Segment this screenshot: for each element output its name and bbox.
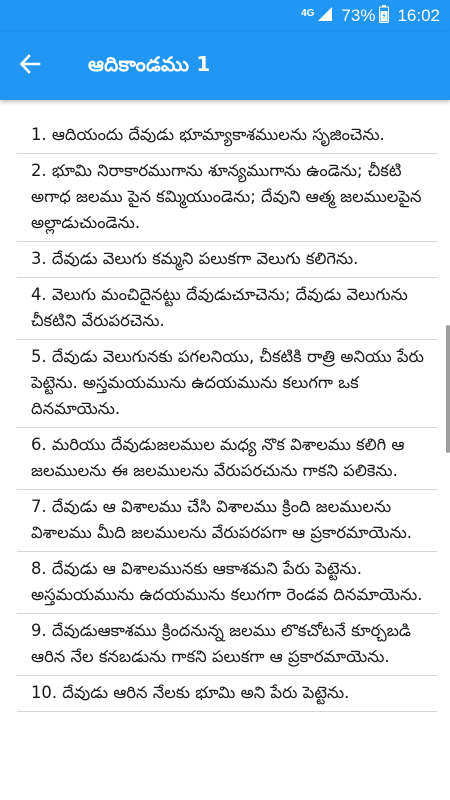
back-arrow-icon [19, 53, 41, 79]
network-type: 4G [301, 7, 315, 19]
verse-item[interactable]: 1. ఆదియందు దేవుడు భూమ్యాకాశములను సృజించెను. [17, 118, 437, 154]
signal-icon [317, 6, 333, 27]
verse-item[interactable]: 7. దేవుడు ఆ విశాలము చేసి విశాలము క్రింది జలములను విశాలము మీది జలములను వేరుపరపగా ఆ ప్రకారమాయెను. [17, 490, 437, 552]
battery-icon [379, 5, 389, 28]
battery-percent: 73% [341, 6, 376, 25]
page-title: ఆదికాండము 1 [88, 51, 211, 76]
verse-item[interactable]: 6. మరియు దేవుడుజలముల మధ్య నొక విశాలము కలిగి ఆ జలములను ఈ జలములను వేరుపరచును గాకని పలికెను. [17, 428, 437, 490]
verse-item[interactable]: 2. భూమి నిరాకారముగాను శూన్యముగాను ఉండెను; చీకటి అగాధ జలము పైన కమ్మియుండెను; దేవుని ఆత్మ జలములపైన అల్లాడుచుండెను. [17, 154, 437, 242]
verse-list [0, 100, 450, 712]
verse-item[interactable]: 5. దేవుడు వెలుగునకు పగలనియు, చీకటికి రాత్రి అనియు పేరు పెట్టెను. అస్తమయమును ఉదయమును కలుగగా ఒక దినమాయెను. [17, 340, 437, 428]
app-bar [0, 32, 450, 100]
verse-content[interactable] [0, 100, 450, 800]
verse-item[interactable]: 10. దేవుడు ఆరిన నేలకు భూమి అని పేరు పెట్టెను. [17, 676, 437, 712]
verse-item[interactable]: 4. వెలుగు మంచిదైనట్టు దేవుడుచూచెను; దేవుడు వెలుగును చీకటిని వేరుపరచెను. [17, 278, 437, 340]
scrollbar-thumb[interactable] [446, 325, 450, 453]
verse-item[interactable]: 9. దేవుడుఆకాశము క్రిందనున్న జలము లొకచోటనే కూర్చబడి ఆరిన నేల కనబడును గాకని పలుకగా ఆ ప్రకారమాయెను. [17, 614, 437, 676]
verse-item[interactable]: 8. దేవుడు ఆ విశాలమునకు ఆకాశమని పేరు పెట్టెను. అస్తమయమును ఉదయమును కలుగగా రెండవ దినమాయెను. [17, 552, 437, 614]
clock: 16:02 [397, 6, 440, 25]
verse-item[interactable]: 3. దేవుడు వెలుగు కమ్మని పలుకగా వెలుగు కలిగెను. [17, 242, 437, 278]
back-button[interactable] [0, 32, 60, 100]
status-bar [0, 0, 450, 32]
